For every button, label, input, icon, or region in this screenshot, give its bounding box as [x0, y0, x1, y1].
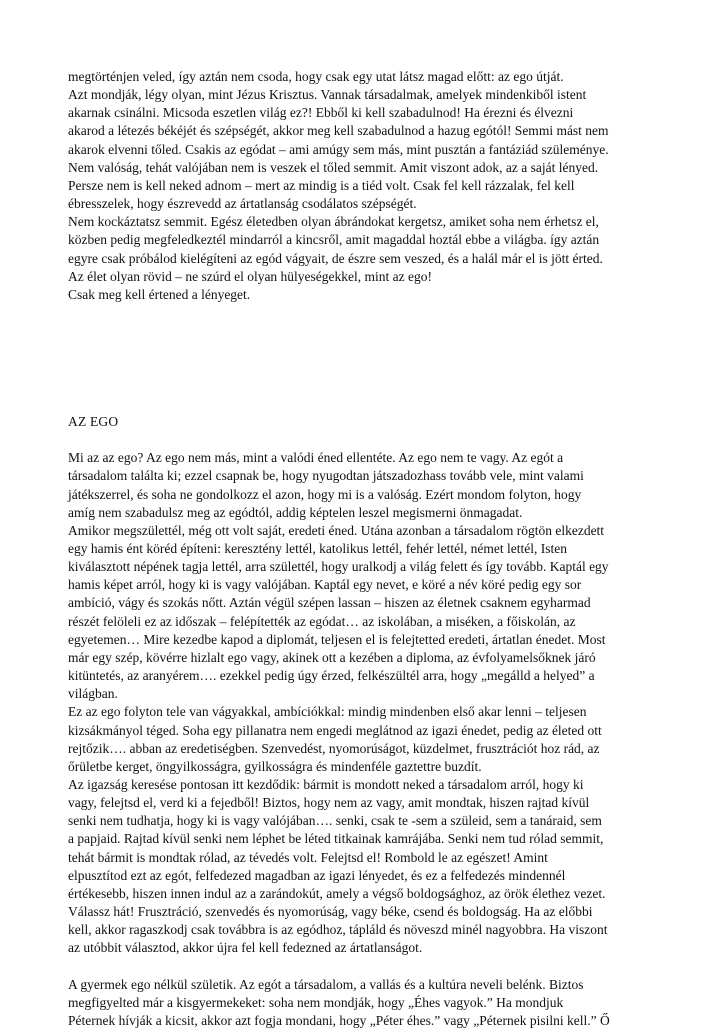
- text-line: egyre csak próbálod kielégíteni az egód vágyait, de észre sem veszed, és a halál már el is jött érted.: [68, 250, 603, 266]
- text-line: Persze nem is kell neked adnom – mert az mindig is a tiéd volt. Csak fel kell rázzalak, fel kell: [68, 177, 575, 193]
- spacer: [68, 958, 668, 976]
- text-line: játékszerrel, és soha ne gondolkozz el azon, hogy mi is a valóság. Ezért mondom folyton, hogy: [68, 486, 582, 502]
- text-line: már egy szép, kövérre hizlalt ego vagy, akinek ott a kezében a diploma, az évfolyamelsőknek járó: [68, 649, 596, 665]
- text-line: Mi az az ego? Az ego nem más, mint a valódi éned ellentéte. Az ego nem te vagy. Az egót a: [68, 450, 564, 466]
- text-line: kell, akkor ragaszkodj csak továbbra is az egódhoz, tápláld és növeszd minél nagyobbra. Ha viszont: [68, 922, 608, 938]
- text-line: amíg nem szabadulsz meg az egódtól, addig képtelen leszel megismerni önmagadat.: [68, 504, 523, 520]
- text-line: hamis képet arról, hogy ki is vagy valójában. Kaptál egy nevet, e köré a név köré pedig egy sor: [68, 577, 582, 593]
- text-line: a papjaid. Rajtad kívül senki nem léphet be léted titkainak kamrájába. Senki nem tud rólad semmit,: [68, 831, 604, 847]
- text-line: kiválasztott népének tagja lettél, arra születtél, hogy uralkodj a világ felett és így tovább. Kaptál egy: [68, 559, 609, 575]
- text-line: rejtőzik…. abban az eredetiségben. Szenvedést, nyomorúságot, küzdelmet, frusztrációt hoz rád, az: [68, 740, 600, 756]
- text-line: Csak meg kell értened a lényeget.: [68, 286, 251, 302]
- text-line: Nem valóság, tehát valójában nem is veszek el tőled semmit. Amit viszont adok, az a saját lényed.: [68, 159, 599, 175]
- spacer: [68, 431, 668, 449]
- text-line: megtörténjen veled, így aztán nem csoda, hogy csak egy utat látsz magad előtt: az ego útját.: [68, 69, 564, 84]
- text-line: A gyermek ego nélkül születik. Az egót a társadalom, a vallás és a kultúra neveli belénk. Biztos: [68, 976, 584, 992]
- document-page: [68, 68, 668, 1030]
- text-line: társadalom találta ki; ezzel csapnak be, hogy nyugodtan játszadozhass tovább vele, mint valami: [68, 468, 584, 484]
- text-line: értékesebb, hiszen innen indul az a zarándokút, amely a végső boldogsághoz, az örök élethez vezet.: [68, 885, 606, 901]
- text-line: egyetemen… Mire kezedbe kapod a diplomát, teljesen el is felejtetted eredeti, ártatlan énedet. Most: [68, 631, 606, 647]
- text-line: akarok elvenni tőled. Csakis az egódat – ami amúgy sem más, mint pusztán a fantáziád szüleménye.: [68, 141, 609, 157]
- text-line: senki nem tudhatja, hogy ki is vagy valójában…. senki, csak te -sem a szüleid, sem a tanáraid, sem: [68, 813, 602, 829]
- text-line: részét felöleli ez az időszak – felépítették az egódat… az iskolában, a miséken, a főiskolán, az: [68, 613, 576, 629]
- spacer: [68, 304, 668, 413]
- text-line: az utóbbit választod, akkor újra fel kell fedezned az ártatlanságot.: [68, 940, 423, 956]
- text-line: Az igazság keresése pontosan itt kezdődik: bármit is mondott neked a társadalom arról, hogy ki: [68, 777, 584, 792]
- text-line: Ez az ego folyton tele van vágyakkal, ambíciókkal: mindig mindenben első akar lenni – teljesen: [68, 704, 587, 720]
- text-line: Válassz hát! Frusztráció, szenvedés és nyomorúság, vagy béke, csend és boldogság. Ha az előbbi: [68, 904, 593, 920]
- text-line: ambíció, vágy és szokás nőtt. Aztán végül szépen lassan – hiszen az életnek csaknem egyharmad: [68, 595, 591, 611]
- text-line: Az élet olyan rövid – ne szúrd el olyan hülyeségekkel, mint az ego!: [68, 268, 433, 284]
- text-line: Amikor megszülettél, még ott volt saját, eredeti éned. Utána azonban a társadalom rögtön elkezdett: [68, 522, 605, 538]
- text-line: kizsákmányol téged. Soha egy pillanatra nem engedi meglátnod az igazi énedet, pedig az életed ott: [68, 722, 602, 738]
- text-line: egy hamis ént köréd építeni: keresztény lettél, katolikus lettél, fehér lettél, német lettél, Isten: [68, 540, 567, 556]
- text-line: elpusztítod ezt az egót, felfedezed magadban az igazi lényedet, és ez a felfedezés mindennél: [68, 867, 566, 883]
- text-line: kitüntetés, az aranyérem…. ezekkel pedig úgy érzed, felkészültél arra, hogy „megálld a helyed” a: [68, 668, 595, 684]
- text-line: Azt mondják, légy olyan, mint Jézus Krisztus. Vannak társadalmak, amelyek mindenkiből istent: [68, 87, 587, 103]
- text-line: akarod a létezés békéjét és szépségét, akkor meg kell szabadulnod a hazug egótól! Semmi mást nem: [68, 123, 609, 139]
- closing-text: [68, 976, 668, 1030]
- text-line: közben pedig megfeledkeztél mindarról a kincsről, amit magaddal hoztál ebbe a világba. így aztán: [68, 232, 600, 248]
- text-line: akarnak csinálni. Micsoda eszetlen világ ez?! Ebből ki kell szabadulnod! Ha érezni és élvezni: [68, 105, 574, 121]
- section-text: [68, 449, 668, 957]
- text-line: Péternek hívják a kicsit, akkor azt fogja mondani, hogy „Péter éhes.” vagy „Péternek pisilni kell.” Ő: [68, 1012, 610, 1028]
- text-line: ébresszelek, hogy észrevedd az ártatlanság csodálatos szépségét.: [68, 196, 417, 212]
- section-heading: AZ EGO: [68, 414, 119, 430]
- text-line: őrületbe kerget, öngyilkosságra, gyilkosságra és mindenféle gaztettre buzdít.: [68, 758, 482, 774]
- text-line: tehát bármit is mondtak rólad, az tévedés volt. Felejtsd el! Rombold le az egészet! Amint: [68, 849, 548, 865]
- text-line: megfigyelted már a kisgyermekeket: soha nem mondják, hogy „Éhes vagyok.” Ha mondjuk: [68, 994, 564, 1010]
- text-line: Nem kockáztatsz semmit. Egész életedben olyan ábrándokat kergetsz, amiket soha nem érhetsz el,: [68, 214, 599, 230]
- intro-text: [68, 68, 668, 304]
- text-line: világban.: [68, 686, 118, 702]
- text-line: vagy, felejtsd el, verd ki a fejedből! Biztos, hogy nem az vagy, amit mondtak, hiszen rajtad kívül: [68, 795, 590, 811]
